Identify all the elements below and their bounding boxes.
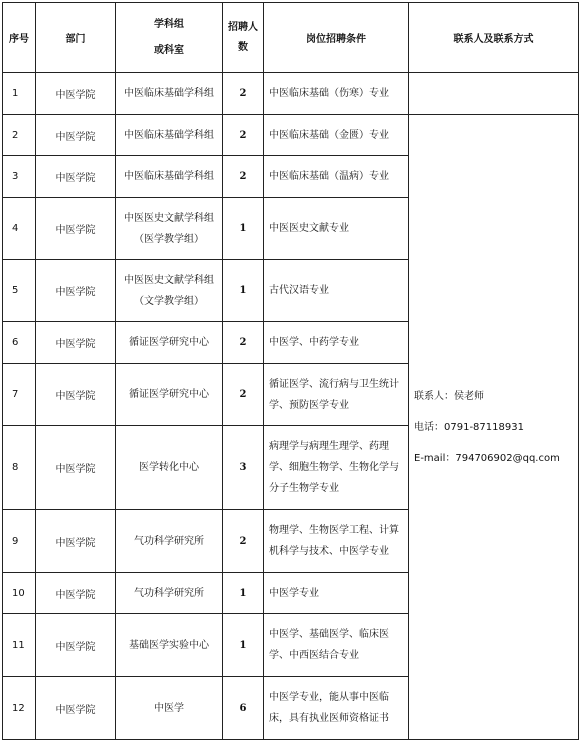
cell-count: 2	[223, 322, 264, 364]
cell-dept: 中医学院	[36, 115, 116, 156]
cell-dept: 中医学院	[36, 364, 116, 426]
cell-conditions: 古代汉语专业	[264, 260, 409, 322]
cell-conditions: 中医临床基础（温病）专业	[264, 156, 409, 198]
contact-email: E-mail：794706902@qq.com	[414, 452, 560, 464]
cell-group: 中医医史文献学科组（医学教学组）	[116, 198, 223, 260]
cell-dept: 中医学院	[36, 677, 116, 740]
cell-count: 2	[223, 115, 264, 156]
header-contact: 联系人及联系方式	[409, 3, 579, 73]
cell-no: 3	[3, 156, 36, 198]
header-row	[3, 3, 579, 73]
cell-no: 5	[3, 260, 36, 322]
header-group-line2: 或科室	[154, 44, 184, 56]
cell-no: 6	[3, 322, 36, 364]
cell-count: 1	[223, 198, 264, 260]
cell-count: 6	[223, 677, 264, 740]
cell-group: 循证医学研究中心	[116, 322, 223, 364]
cell-conditions: 中医临床基础（伤寒）专业	[264, 73, 409, 115]
header-count	[223, 3, 264, 73]
cell-dept: 中医学院	[36, 73, 116, 115]
cell-conditions: 中医医史文献专业	[264, 198, 409, 260]
cell-conditions: 中医临床基础（金匮）专业	[264, 115, 409, 156]
cell-count: 1	[223, 614, 264, 677]
cell-count: 2	[223, 364, 264, 426]
contact-phone: 电话：0791-87118931	[414, 421, 524, 433]
cell-count: 1	[223, 260, 264, 322]
cell-group: 中医临床基础学科组	[116, 115, 223, 156]
contact-cell	[409, 115, 579, 740]
cell-conditions: 物理学、生物医学工程、计算机科学与技术、中医学专业	[264, 510, 409, 573]
cell-conditions: 中医学、中药学专业	[264, 322, 409, 364]
cell-count: 3	[223, 426, 264, 510]
table-row	[3, 115, 579, 156]
cell-conditions: 中医学专业，能从事中医临床，具有执业医师资格证书	[264, 677, 409, 740]
cell-count: 2	[223, 156, 264, 198]
cell-group: 中医学	[116, 677, 223, 740]
recruitment-table	[2, 2, 579, 740]
cell-dept: 中医学院	[36, 322, 116, 364]
cell-no: 1	[3, 73, 36, 115]
header-no: 序号	[3, 3, 36, 73]
cell-group: 基础医学实验中心	[116, 614, 223, 677]
header-group-line1: 学科组	[154, 18, 184, 30]
cell-count: 1	[223, 573, 264, 614]
cell-count: 2	[223, 510, 264, 573]
cell-no: 8	[3, 426, 36, 510]
cell-no: 12	[3, 677, 36, 740]
cell-group: 气功科学研究所	[116, 510, 223, 573]
contact-cell-top	[409, 73, 579, 115]
cell-no: 10	[3, 573, 36, 614]
cell-dept: 中医学院	[36, 156, 116, 198]
cell-dept: 中医学院	[36, 614, 116, 677]
cell-no: 4	[3, 198, 36, 260]
header-count-line1: 招聘人	[228, 21, 258, 33]
header-conditions: 岗位招聘条件	[264, 3, 409, 73]
cell-group: 循证医学研究中心	[116, 364, 223, 426]
cell-no: 11	[3, 614, 36, 677]
cell-group: 中医医史文献学科组（文学教学组）	[116, 260, 223, 322]
cell-group: 医学转化中心	[116, 426, 223, 510]
header-count-line2: 数	[238, 41, 248, 53]
cell-dept: 中医学院	[36, 573, 116, 614]
cell-no: 2	[3, 115, 36, 156]
cell-group: 中医临床基础学科组	[116, 156, 223, 198]
contact-person: 联系人：侯老师	[414, 390, 484, 402]
cell-conditions: 中医学、基础医学、临床医学、中西医结合专业	[264, 614, 409, 677]
cell-conditions: 病理学与病理生理学、药理学、细胞生物学、生物化学与分子生物学专业	[264, 426, 409, 510]
table-row	[3, 73, 579, 115]
cell-dept: 中医学院	[36, 260, 116, 322]
cell-no: 7	[3, 364, 36, 426]
cell-no: 9	[3, 510, 36, 573]
cell-dept: 中医学院	[36, 198, 116, 260]
header-dept: 部门	[36, 3, 116, 73]
cell-dept: 中医学院	[36, 510, 116, 573]
cell-group: 气功科学研究所	[116, 573, 223, 614]
cell-count: 2	[223, 73, 264, 115]
cell-dept: 中医学院	[36, 426, 116, 510]
cell-conditions: 中医学专业	[264, 573, 409, 614]
cell-conditions: 循证医学、流行病与卫生统计学、预防医学专业	[264, 364, 409, 426]
cell-group: 中医临床基础学科组	[116, 73, 223, 115]
header-group	[116, 3, 223, 73]
